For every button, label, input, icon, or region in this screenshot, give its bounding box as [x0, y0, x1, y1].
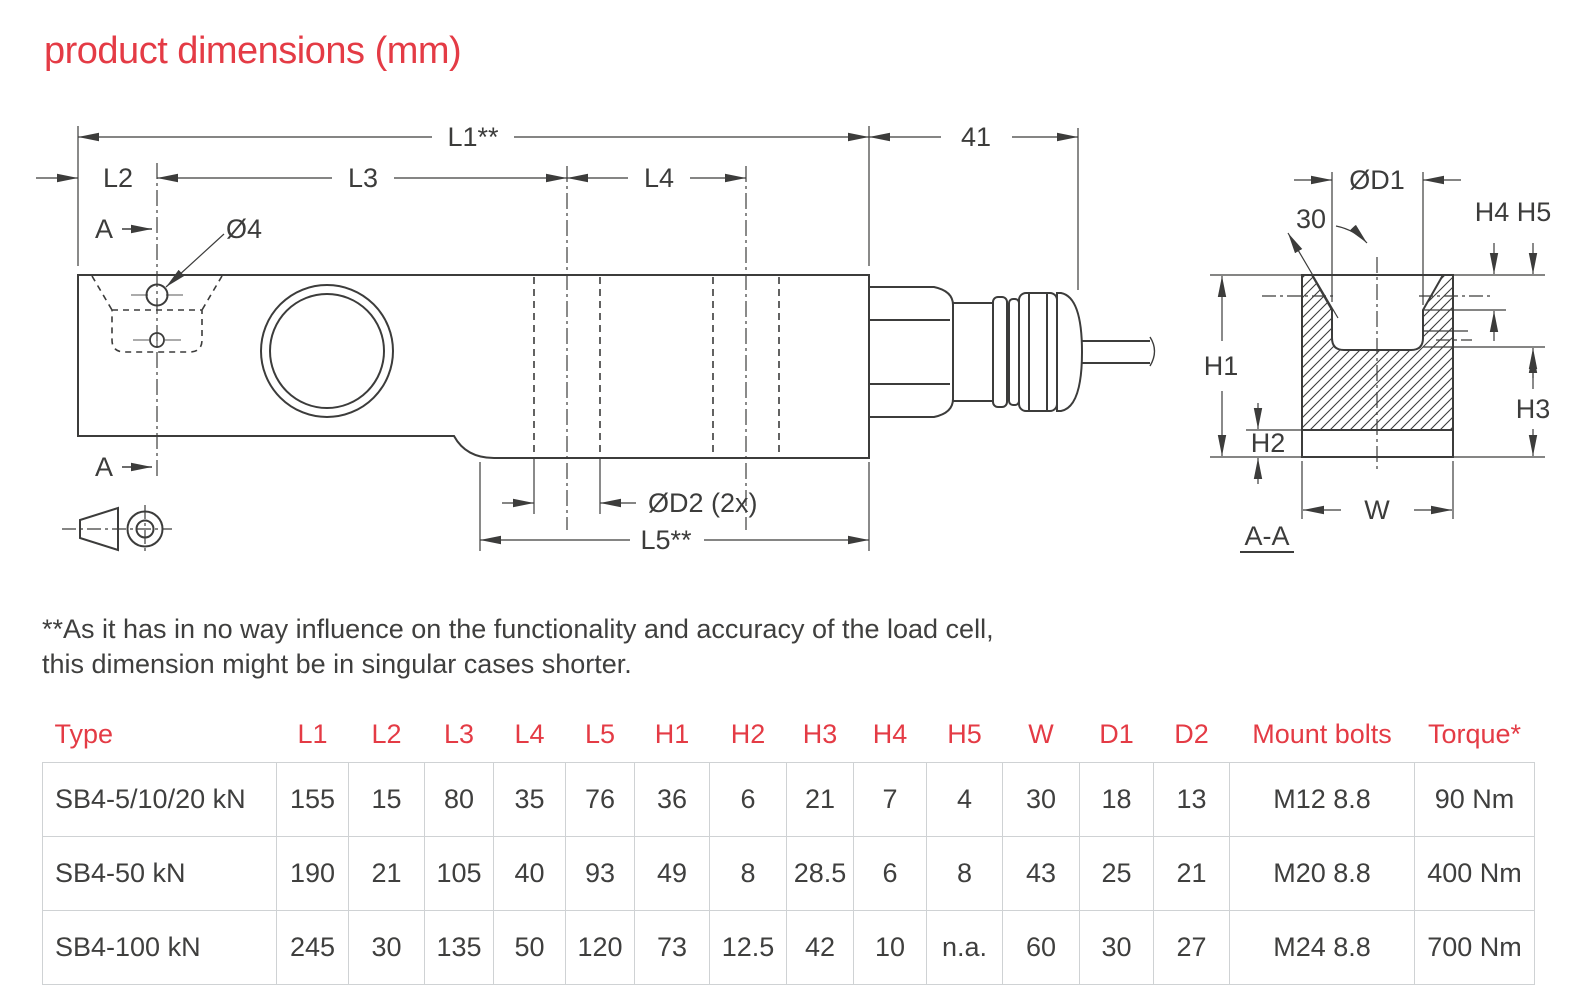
- table-row-sb4-50: [43, 837, 1535, 911]
- cell-type: SB4-5/10/20 kN: [43, 763, 277, 837]
- col-header-mount-bolts: Mount bolts: [1230, 706, 1415, 763]
- cell-mount-bolts: M24 8.8: [1230, 911, 1415, 985]
- cell-w: 60: [1003, 911, 1080, 985]
- dim-30-arc: [1336, 226, 1367, 243]
- cell-d2: 27: [1154, 911, 1230, 985]
- cell-h2: 8: [710, 837, 787, 911]
- cell-type: SB4-50 kN: [43, 837, 277, 911]
- cell-l1: 155: [277, 763, 349, 837]
- table-row-sb4-5-10-20: [43, 763, 1535, 837]
- dim-d4-leader: [166, 234, 224, 287]
- page-title: product dimensions (mm): [44, 30, 462, 72]
- cell-d2: 21: [1154, 837, 1230, 911]
- col-header-d2: D2: [1154, 706, 1230, 763]
- cell-h4: 7: [854, 763, 927, 837]
- cell-l1: 245: [277, 911, 349, 985]
- cell-w: 30: [1003, 763, 1080, 837]
- cell-h2: 12.5: [710, 911, 787, 985]
- dim-l3-label: L3: [347, 163, 379, 193]
- col-header-h2: H2: [710, 706, 787, 763]
- dim-l4-label: L4: [643, 163, 675, 193]
- cell-l4: 35: [494, 763, 566, 837]
- cell-d1: 18: [1080, 763, 1154, 837]
- col-header-l3: L3: [425, 706, 494, 763]
- cell-h5: 8: [927, 837, 1003, 911]
- col-header-h1: H1: [635, 706, 710, 763]
- main-hole-inner: [270, 294, 384, 408]
- dim-l5-label: L5**: [640, 525, 692, 555]
- dim-h1-label: H1: [1203, 351, 1239, 381]
- dim-d4-label: Ø4: [226, 214, 263, 244]
- cell-l3: 80: [425, 763, 494, 837]
- cell-torque: 90 Nm: [1415, 763, 1535, 837]
- cell-l2: 21: [349, 837, 425, 911]
- technical-drawing: [0, 95, 1576, 600]
- main-view: [36, 122, 1155, 555]
- cell-l5: 76: [566, 763, 635, 837]
- section-a-bottom-label: A: [94, 452, 114, 482]
- dim-30-label: 30: [1295, 204, 1327, 234]
- dim-h4h5-label: H4 H5: [1474, 197, 1552, 227]
- table-row-sb4-100: [43, 911, 1535, 985]
- cell-d2: 13: [1154, 763, 1230, 837]
- col-header-torque: Torque*: [1415, 706, 1535, 763]
- cable-break: [1150, 337, 1155, 366]
- section-caption: A-A: [1244, 521, 1290, 551]
- cell-h4: 6: [854, 837, 927, 911]
- footnote-line-1: **As it has in no way influence on the functionality and accuracy of the load cell,: [42, 614, 994, 644]
- cell-mount-bolts: M20 8.8: [1230, 837, 1415, 911]
- footnote-line-2: this dimension might be in singular cases shorter.: [42, 649, 632, 679]
- dim-l1-label: L1**: [447, 122, 499, 152]
- body-outline: [78, 275, 869, 458]
- col-header-h4: H4: [854, 706, 927, 763]
- cell-l4: 50: [494, 911, 566, 985]
- dim-d1-label: ØD1: [1349, 165, 1405, 195]
- cell-w: 43: [1003, 837, 1080, 911]
- cell-torque: 700 Nm: [1415, 911, 1535, 985]
- dim-l2-label: L2: [102, 163, 134, 193]
- cell-h1: 73: [635, 911, 710, 985]
- cell-d1: 25: [1080, 837, 1154, 911]
- cell-l3: 135: [425, 911, 494, 985]
- col-header-l2: L2: [349, 706, 425, 763]
- section-view: [1204, 165, 1552, 552]
- col-header-w: W: [1003, 706, 1080, 763]
- col-header-h5: H5: [927, 706, 1003, 763]
- dim-d2-label: ØD2 (2x): [648, 488, 758, 518]
- cell-l2: 15: [349, 763, 425, 837]
- col-header-l4: L4: [494, 706, 566, 763]
- cell-h1: 49: [635, 837, 710, 911]
- cell-mount-bolts: M12 8.8: [1230, 763, 1415, 837]
- cable-gland: [869, 287, 1155, 417]
- cell-d1: 30: [1080, 911, 1154, 985]
- footnote: [42, 612, 994, 682]
- dim-41: [869, 128, 1078, 290]
- cell-h5: n.a.: [927, 911, 1003, 985]
- cell-type: SB4-100 kN: [43, 911, 277, 985]
- col-header-h3: H3: [787, 706, 854, 763]
- cell-l4: 40: [494, 837, 566, 911]
- col-header-l1: L1: [277, 706, 349, 763]
- cell-h3: 28.5: [787, 837, 854, 911]
- cell-h2: 6: [710, 763, 787, 837]
- bore-hidden-edges: [534, 277, 779, 456]
- dimensions-table: [42, 706, 1535, 985]
- cell-l2: 30: [349, 911, 425, 985]
- dim-d2: [502, 458, 636, 514]
- cell-h3: 42: [787, 911, 854, 985]
- section-a-top-label: A: [94, 214, 114, 244]
- cell-h5: 4: [927, 763, 1003, 837]
- cell-l3: 105: [425, 837, 494, 911]
- table-header-row: [43, 706, 1535, 763]
- main-hole-outer: [261, 285, 393, 417]
- dim-w-label: W: [1364, 495, 1390, 525]
- col-header-l5: L5: [566, 706, 635, 763]
- col-header-type: Type: [43, 706, 277, 763]
- dim-41-label: 41: [960, 122, 992, 152]
- projection-symbol: [62, 505, 172, 553]
- cell-h3: 21: [787, 763, 854, 837]
- cell-torque: 400 Nm: [1415, 837, 1535, 911]
- cell-l1: 190: [277, 837, 349, 911]
- cell-l5: 120: [566, 911, 635, 985]
- dim-h3-label: H3: [1515, 394, 1551, 424]
- dim-h2-label: H2: [1250, 428, 1286, 458]
- cell-l5: 93: [566, 837, 635, 911]
- cell-h1: 36: [635, 763, 710, 837]
- cell-h4: 10: [854, 911, 927, 985]
- col-header-d1: D1: [1080, 706, 1154, 763]
- bore-centerlines: [567, 166, 746, 530]
